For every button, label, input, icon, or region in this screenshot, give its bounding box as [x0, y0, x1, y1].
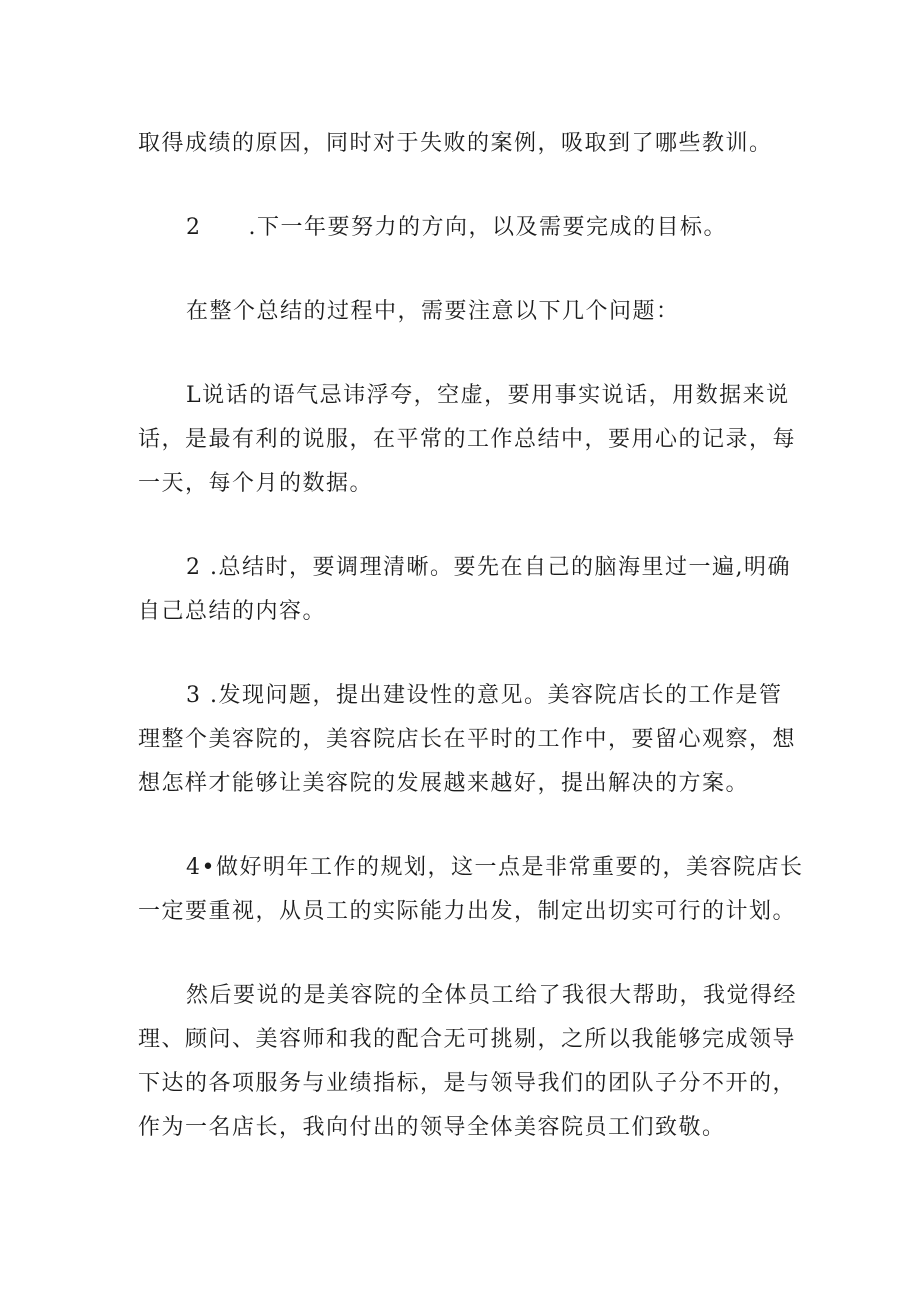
paragraph-line: 一天，每个月的数据。 [138, 471, 374, 496]
paragraph-next-year-goals [138, 206, 798, 250]
paragraph-point-3 [138, 674, 798, 806]
paragraph-point-4 [138, 846, 804, 934]
paragraph-line: 下达的各项服务与业绩指标，是与领导我们的团队子分不开的， [138, 1071, 797, 1096]
paragraph-line: 理整个美容院的，美容院店长在平时的工作中，要留心观察，想 [138, 727, 797, 752]
paragraph-line: 自己总结的内容。 [138, 599, 327, 624]
paragraph-line: 在整个总结的过程中，需要注意以下几个问题： [186, 299, 680, 324]
paragraph-line: 2 .总结时，要调理清晰。要先在自己的脑海里过一遍,明确 [186, 555, 791, 580]
paragraph-line: 2 .下一年要努力的方向，以及需要完成的目标。 [186, 215, 727, 240]
paragraph-line: 想怎样才能够让美容院的发展越来越好，提出解决的方案。 [138, 771, 750, 796]
paragraph-thanks [138, 974, 798, 1150]
paragraph-line: 4•做好明年工作的规划，这一点是非常重要的，美容院店长 [186, 855, 804, 880]
paragraph-point-2 [138, 546, 798, 634]
paragraph-line: L说话的语气忌讳浮夸，空虚，要用事实说话，用数据来说 [186, 383, 790, 408]
paragraph-lessons [138, 122, 798, 166]
paragraph-line: 取得成绩的原因，同时对于失败的案例，吸取到了哪些教训。 [138, 131, 773, 156]
paragraph-line: 然后要说的是美容院的全体员工给了我很大帮助，我觉得经 [186, 983, 798, 1008]
paragraph-line: 理、顾问、美容师和我的配合无可挑剔，之所以我能够完成领导 [138, 1027, 797, 1052]
paragraph-point-1 [138, 374, 798, 506]
paragraph-line: 话，是最有利的说服，在平常的工作总结中，要用心的记录，每 [138, 427, 797, 452]
paragraph-notes-intro [138, 290, 798, 334]
paragraph-line: 作为一名店长，我向付出的领导全体美容院员工们致敬。 [138, 1115, 726, 1140]
document-body [138, 122, 804, 1190]
paragraph-line: 一定要重视，从员工的实际能力出发，制定出切实可行的计划。 [138, 899, 797, 924]
paragraph-line: 3 .发现问题，提出建设性的意见。美容院店长的工作是管 [186, 683, 783, 708]
